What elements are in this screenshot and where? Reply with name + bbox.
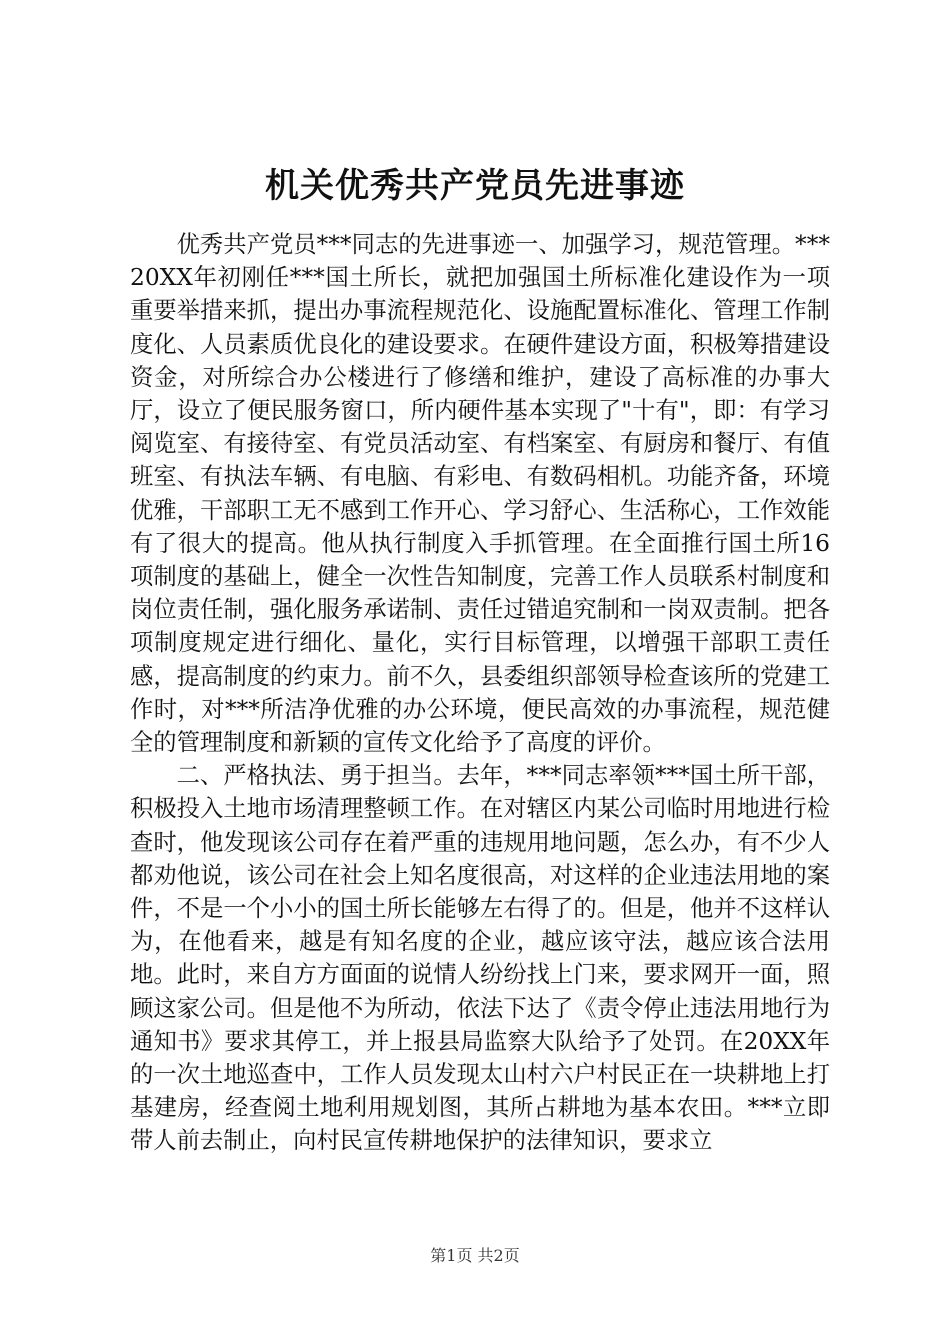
document-title: 机关优秀共产党员先进事迹 (265, 166, 685, 206)
page-number-footer: 第1页 共2页 (430, 1246, 520, 1265)
body-paragraph: 二、严格执法、勇于担当。去年，***同志率领***国土所干部，积极投入土地市场清理整顿工作。在对辖区内某公司临时用地进行检查时，他发现该公司存在着严重的违规用地问题，怎么办，有不少人都劝他说，该公司在社会上知名度很高，对这样的企业违法用地的案件，不是一个小小的国土所长能够左右得了的。但是，他并不这样认为，在他看来，越是有知名度的企业，越应该守法，越应该合法用地。此时，来自方方面面的说情人纷纷找上门来，要求网开一面，照顾这家公司。但是他不为所动，依法下达了《责令停止违法用地行为通知书》要求其停工，并上报县局监察大队给予了处罚。在20XX年的一次土地巡查中，工作人员发现太山村六户村民正在一块耕地上打基建房，经查阅土地利用规划图，其所占耕地为基本农田。***立即带人前去制止，向村民宣传耕地保护的法律知识，要求立 (130, 762, 830, 1155)
body-paragraph: 优秀共产党员***同志的先进事迹一、加强学习，规范管理。***20XX年初刚任***国土所长，就把加强国土所标准化建设作为一项重要举措来抓，提出办事流程规范化、设施配置标准化、管理工作制度化、人员素质优良化的建设要求。在硬件建设方面，积极筹措建设资金，对所综合办公楼进行了修缮和维护，建设了高标准的办事大厅，设立了便民服务窗口，所内硬件基本实现了"十有"，即：有学习阅览室、有接待室、有党员活动室、有档案室、有厨房和餐厅、有值班室、有执法车辆、有电脑、有彩电、有数码相机。功能齐备，环境优雅，干部职工无不感到工作开心、学习舒心、生活称心，工作效能有了很大的提高。他从执行制度入手抓管理。在全面推行国土所16项制度的基础上，健全一次性告知制度，完善工作人员联系村制度和岗位责任制，强化服务承诺制、责任过错追究制和一岗双责制。把各项制度规定进行细化、量化，实行目标管理，以增强干部职工责任感，提高制度的约束力。前不久，县委组织部领导检查该所的党建工作时，对***所洁净优雅的办公环境，便民高效的办事流程，规范健全的管理制度和新颖的宣传文化给予了高度的评价。 (130, 231, 830, 757)
document-body (130, 228, 830, 1158)
